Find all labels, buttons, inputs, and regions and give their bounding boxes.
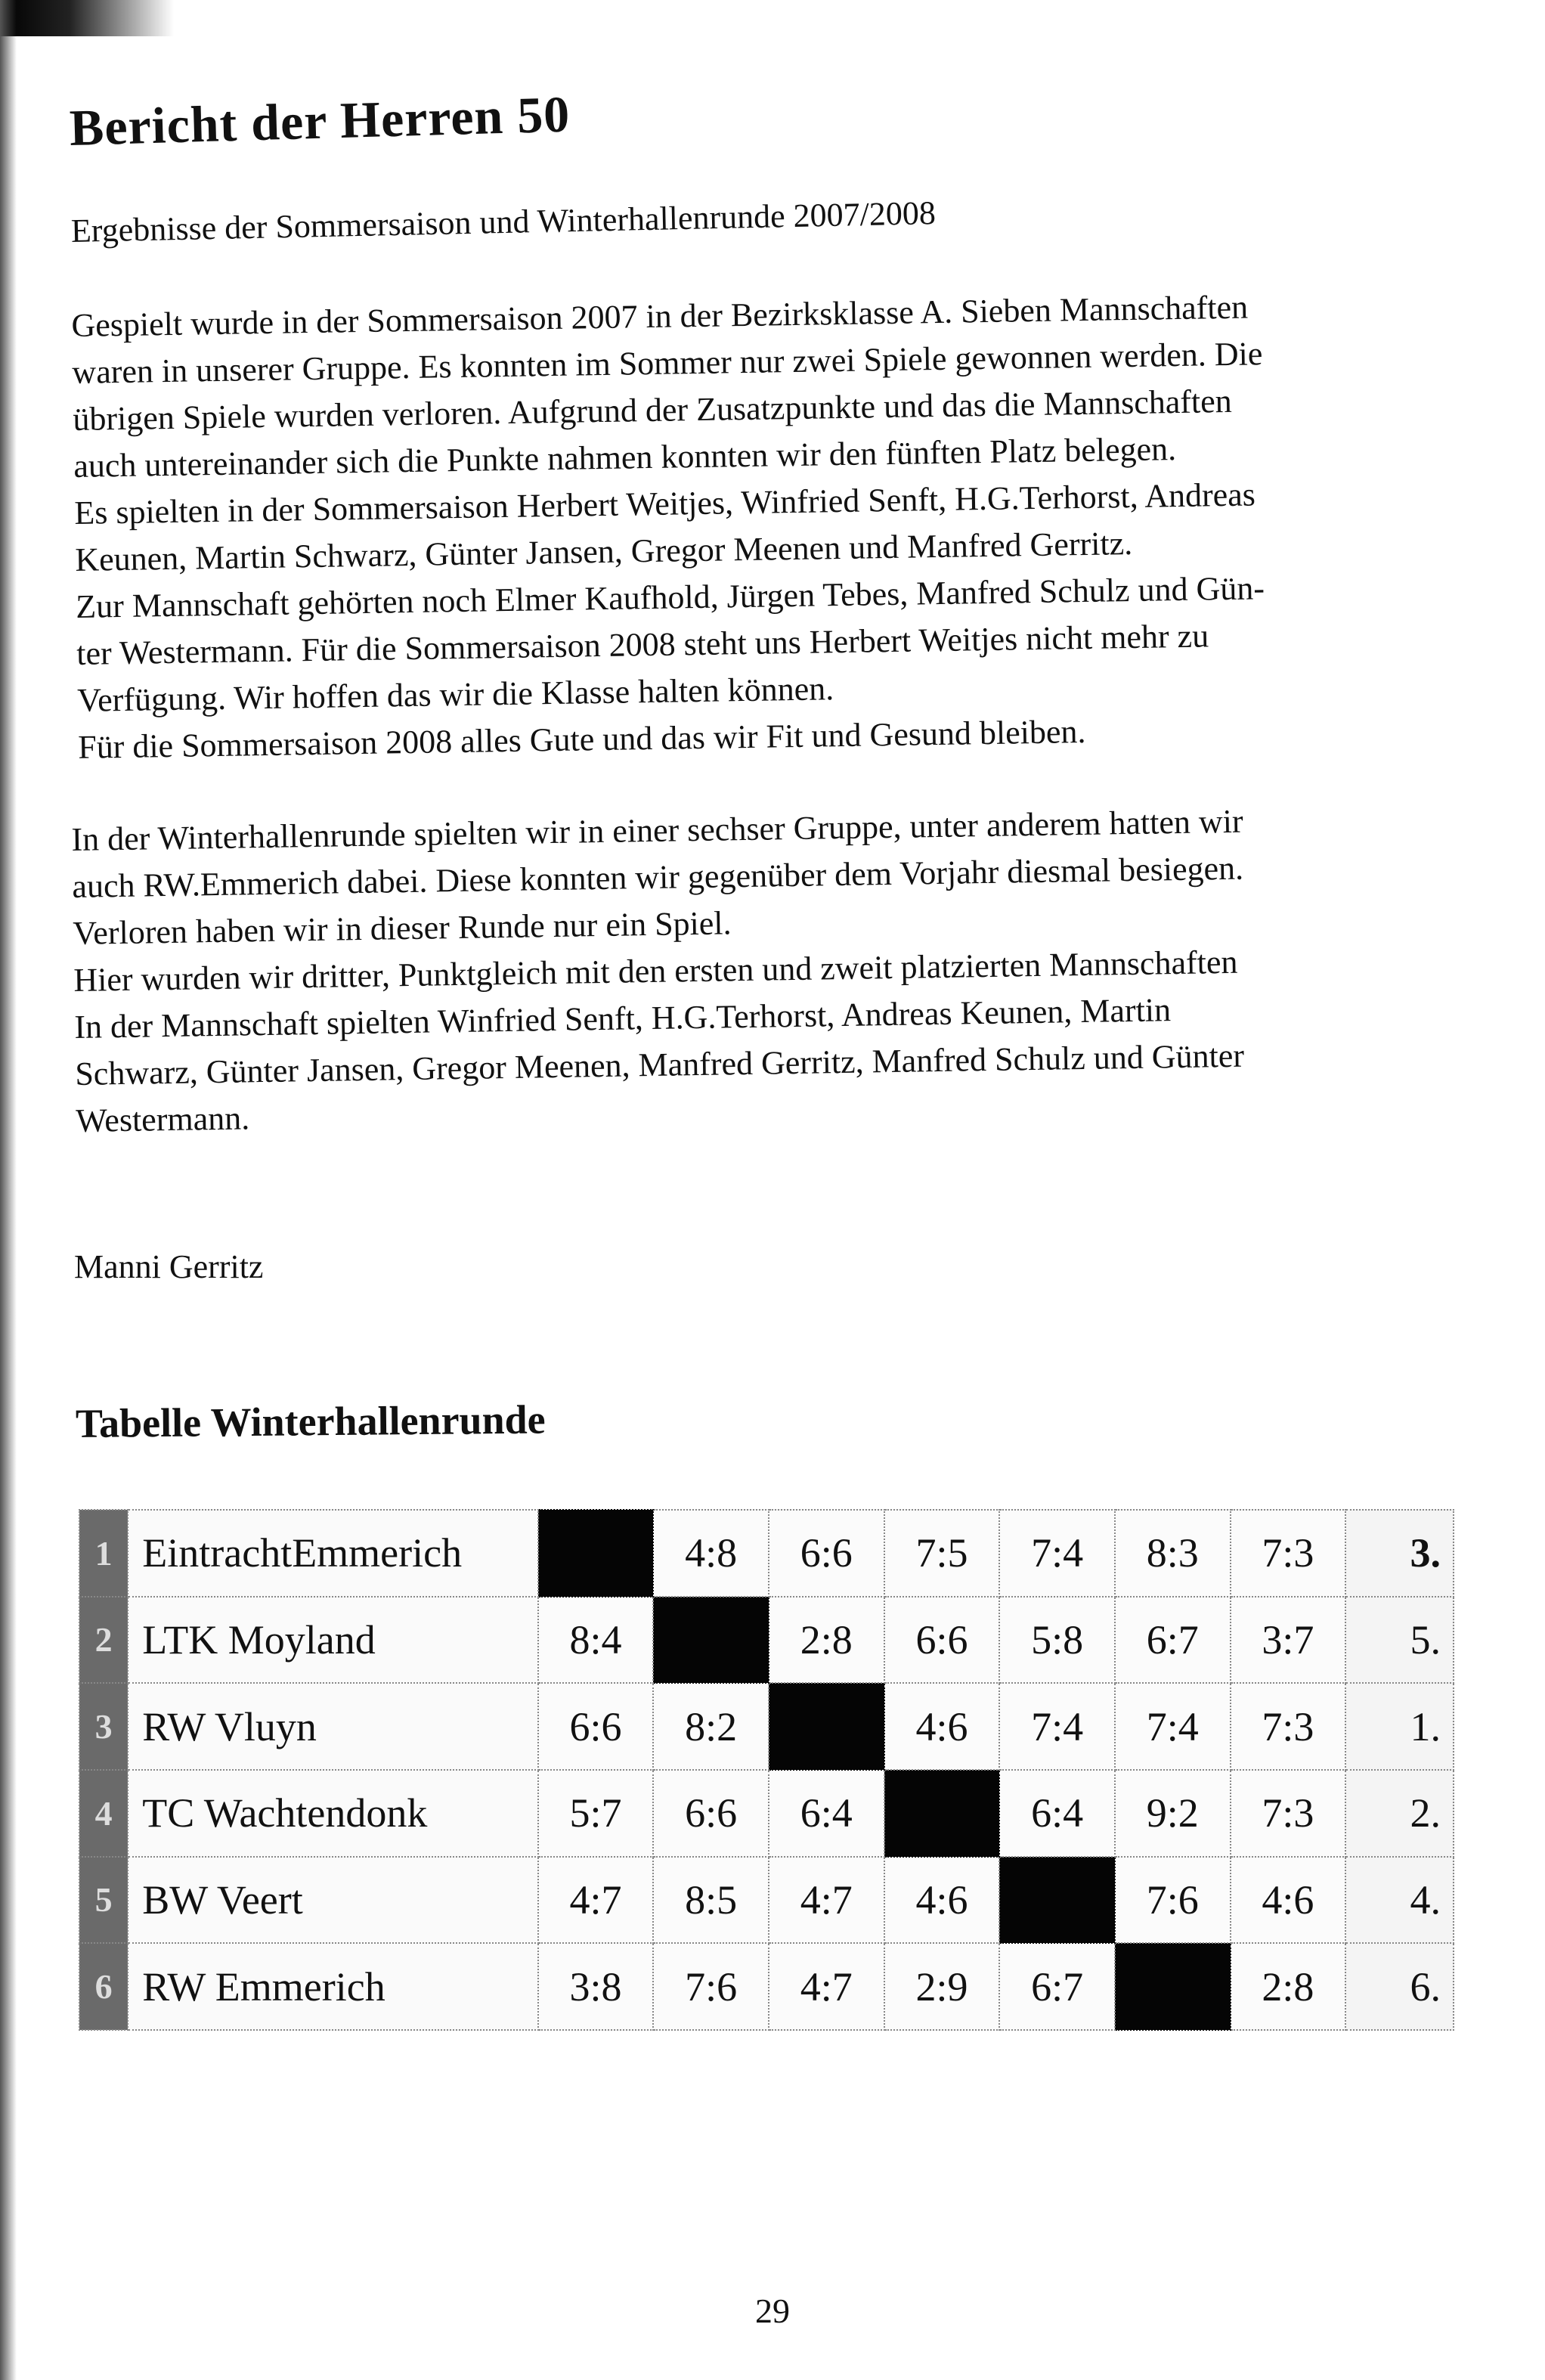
match-score: 8:5 [653, 1857, 769, 1944]
text-line: Verfügung. Wir hoffen das wir die Klasse halten können. [76, 670, 834, 719]
match-score: 7:4 [1115, 1683, 1231, 1770]
report-subtitle: Ergebnisse der Sommersaison und Winterhallenrunde 2007/2008 [70, 194, 937, 249]
text-line: Schwarz, Günter Jansen, Gregor Meenen, Manfred Gerritz, Manfred Schulz und Günter [74, 1037, 1245, 1092]
scan-edge [0, 0, 174, 36]
match-score: 4:7 [538, 1857, 654, 1944]
table-row [79, 1770, 1454, 1857]
match-score: 6:6 [653, 1770, 769, 1857]
final-place: 2. [1345, 1770, 1454, 1857]
match-score: 8:2 [653, 1683, 769, 1770]
team-name: BW Veert [128, 1857, 537, 1944]
table-row [79, 1683, 1454, 1770]
table-row [79, 1510, 1454, 1597]
match-score: 2:9 [884, 1943, 1000, 2030]
match-score: 7:6 [1115, 1857, 1231, 1944]
match-score: 7:3 [1231, 1510, 1346, 1597]
text-line: übrigen Spiele wurden verloren. Aufgrund der Zusatzpunkte und das die Mannschaften [73, 382, 1233, 438]
match-score: 4:6 [1231, 1857, 1346, 1944]
match-score: 7:3 [1231, 1770, 1346, 1857]
row-number: 3 [79, 1683, 128, 1770]
self-match-cell [538, 1510, 654, 1597]
match-score: 5:8 [999, 1597, 1115, 1684]
self-match-cell [884, 1770, 1000, 1857]
paragraph-winter [71, 795, 1482, 1145]
self-match-cell [769, 1683, 884, 1770]
match-score: 8:3 [1115, 1510, 1231, 1597]
text-line: Gespielt wurde in der Sommersaison 2007 in der Bezirksklasse A. Sieben Mannschaften [71, 288, 1249, 344]
match-score: 4:6 [884, 1857, 1000, 1944]
text-line: ter Westermann. Für die Sommersaison 2008 steht uns Herbert Weitjes nicht mehr zu [76, 617, 1209, 672]
match-score: 5:7 [538, 1770, 654, 1857]
match-score: 4:8 [653, 1510, 769, 1597]
row-number: 1 [79, 1510, 128, 1597]
match-score: 7:4 [999, 1683, 1115, 1770]
team-name: TC Wachtendonk [128, 1770, 537, 1857]
match-score: 6:4 [999, 1770, 1115, 1857]
match-score: 8:4 [538, 1597, 654, 1684]
table-heading: Tabelle Winterhallenrunde [75, 1396, 546, 1446]
final-place: 6. [1345, 1943, 1454, 2030]
report-title: Bericht der Herren 50 [68, 85, 571, 156]
text-line: Es spielten in der Sommersaison Herbert Weitjes, Winfried Senft, H.G.Terhorst, Andreas [73, 476, 1256, 531]
match-score: 6:7 [999, 1943, 1115, 2030]
text-line: Keunen, Martin Schwarz, Günter Jansen, Gregor Meenen und Manfred Gerritz. [74, 524, 1133, 578]
team-name: EintrachtEmmerich [128, 1510, 537, 1597]
final-place: 5. [1345, 1597, 1454, 1684]
results-table [79, 1509, 1454, 2031]
team-name: RW Vluyn [128, 1683, 537, 1770]
self-match-cell [1115, 1943, 1231, 2030]
row-number: 2 [79, 1597, 128, 1684]
signature: Manni Gerritz [74, 1248, 264, 1285]
results-table-body [79, 1510, 1454, 2030]
self-match-cell [999, 1857, 1115, 1944]
match-score: 4:6 [884, 1683, 1000, 1770]
text-line: auch untereinander sich die Punkte nahmen konnten wir den fünften Platz belegen. [73, 430, 1177, 485]
team-name: RW Emmerich [128, 1943, 537, 2030]
match-score: 7:6 [653, 1943, 769, 2030]
row-number: 5 [79, 1857, 128, 1944]
match-score: 6:6 [538, 1683, 654, 1770]
self-match-cell [653, 1597, 769, 1684]
match-score: 2:8 [769, 1597, 884, 1684]
match-score: 6:7 [1115, 1597, 1231, 1684]
match-score: 6:6 [769, 1510, 884, 1597]
text-line: waren in unserer Gruppe. Es konnten im Sommer nur zwei Spiele gewonnen werden. Die [72, 335, 1263, 391]
match-score: 3:7 [1231, 1597, 1346, 1684]
row-number: 6 [79, 1943, 128, 2030]
text-line: Westermann. [75, 1099, 250, 1139]
page-number: 29 [755, 2292, 790, 2330]
text-line: In der Mannschaft spielten Winfried Senft, H.G.Terhorst, Andreas Keunen, Martin [73, 991, 1172, 1046]
match-score: 6:4 [769, 1770, 884, 1857]
match-score: 6:6 [884, 1597, 1000, 1684]
text-line: Zur Mannschaft gehörten noch Elmer Kaufhold, Jürgen Tebes, Manfred Schulz und Gün- [75, 569, 1265, 625]
text-line: auch RW.Emmerich dabei. Diese konnten wir gegenüber dem Vorjahr diesmal besiegen. [72, 849, 1244, 905]
match-score: 7:4 [999, 1510, 1115, 1597]
final-place: 1. [1345, 1683, 1454, 1770]
final-place: 3. [1345, 1510, 1454, 1597]
page-shadow [0, 0, 17, 2380]
text-line: Für die Sommersaison 2008 alles Gute und das wir Fit und Gesund bleiben. [77, 712, 1086, 766]
row-number: 4 [79, 1770, 128, 1857]
final-place: 4. [1345, 1857, 1454, 1944]
match-score: 2:8 [1231, 1943, 1346, 2030]
match-score: 3:8 [538, 1943, 654, 2030]
match-score: 4:7 [769, 1857, 884, 1944]
match-score: 4:7 [769, 1943, 884, 2030]
table-row [79, 1857, 1454, 1944]
text-line: Verloren haben wir in dieser Runde nur ein Spiel. [73, 904, 732, 952]
match-score: 7:5 [884, 1510, 1000, 1597]
table-row [79, 1597, 1454, 1684]
team-name: LTK Moyland [128, 1597, 537, 1684]
match-score: 7:3 [1231, 1683, 1346, 1770]
table-row [79, 1943, 1454, 2030]
text-line: In der Winterhallenrunde spielten wir in einer sechser Gruppe, unter anderem hatten wir [71, 802, 1243, 858]
text-line: Hier wurden wir dritter, Punktgleich mit den ersten und zweit platzierten Mannschaften [73, 943, 1238, 999]
paragraph-summer [71, 280, 1485, 771]
match-score: 9:2 [1115, 1770, 1231, 1857]
